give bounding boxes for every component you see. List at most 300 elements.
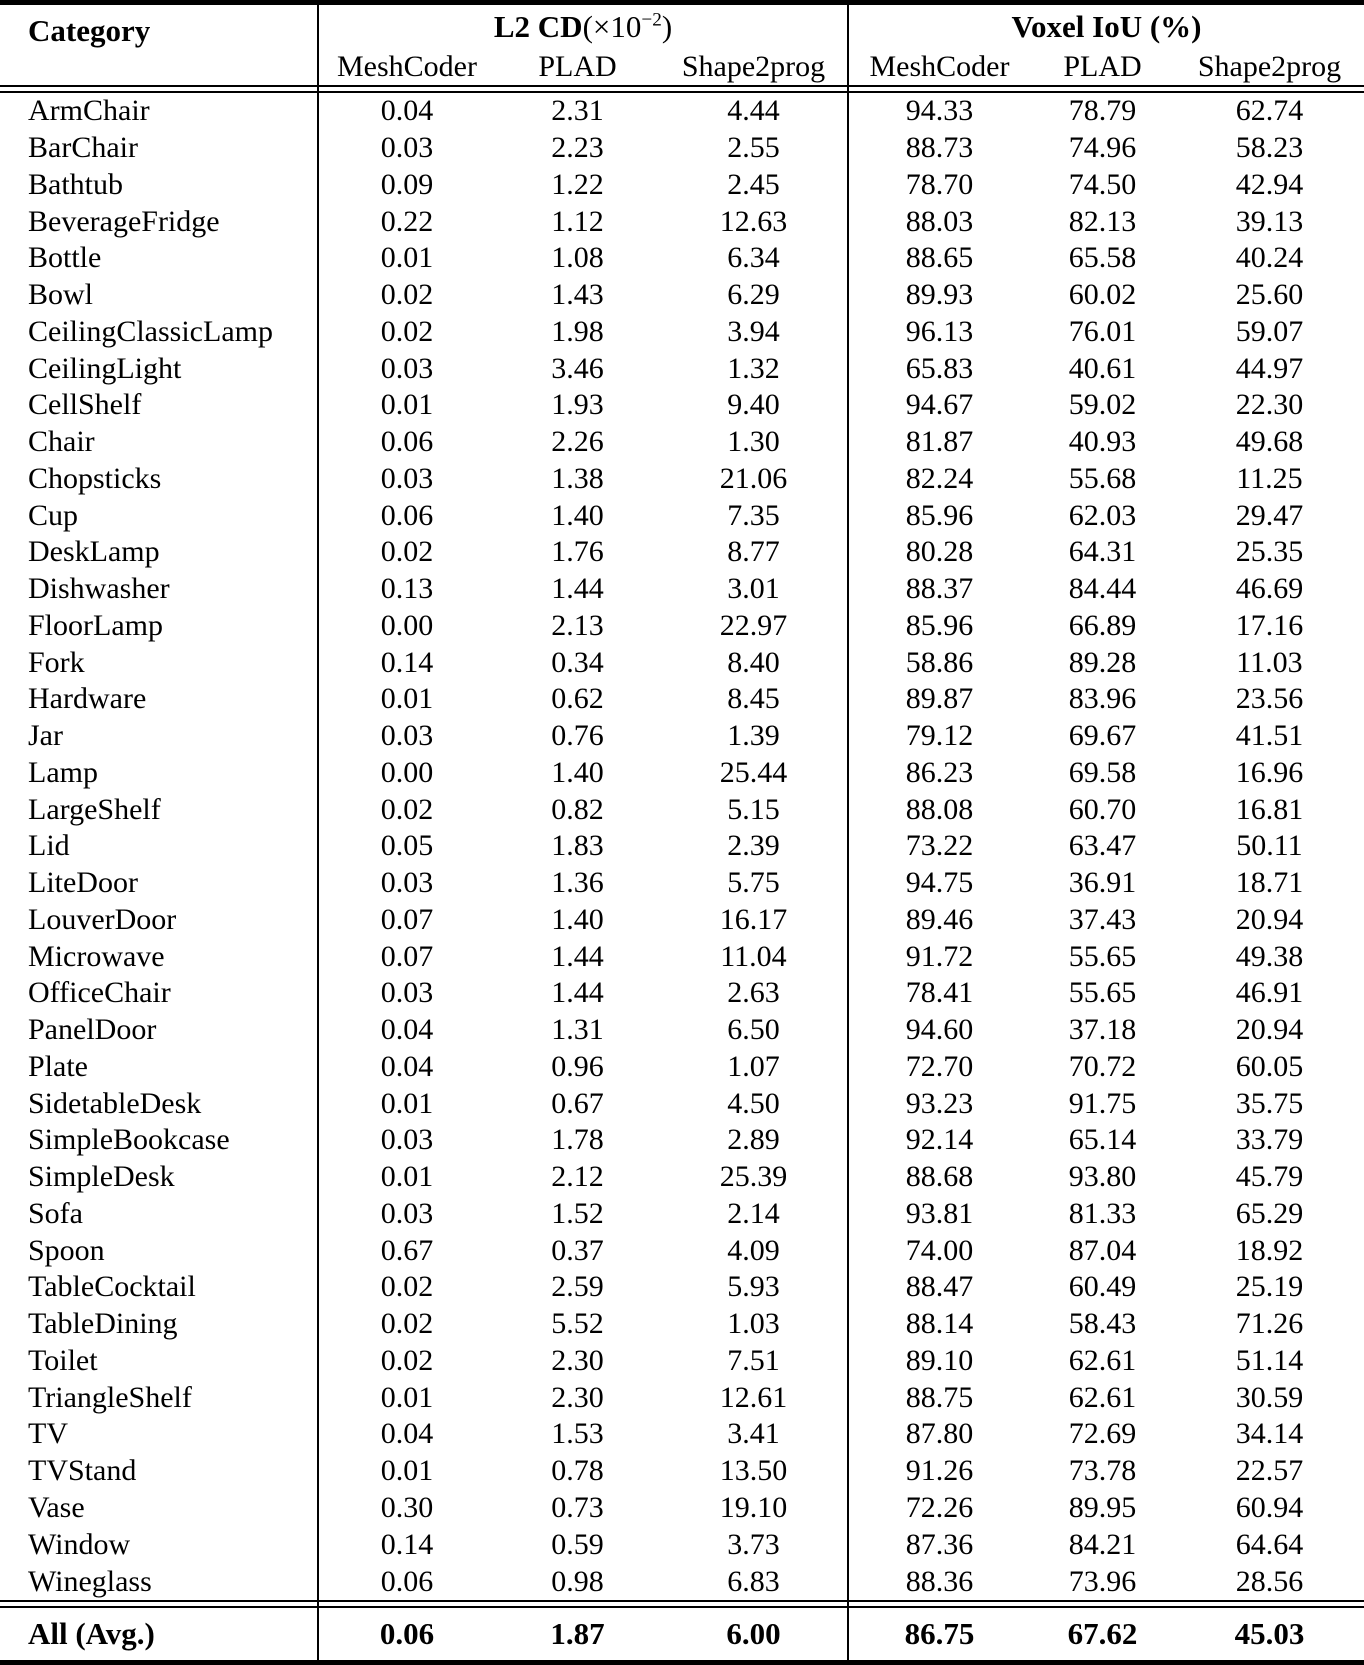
value-cell: 2.23 — [551, 131, 604, 165]
value-cell: 80.28 — [848, 534, 1030, 571]
value-cell: 41.51 — [1235, 719, 1304, 753]
value-cell: 34.14 — [1235, 1417, 1304, 1451]
category-cell: SimpleDesk — [28, 1160, 175, 1194]
value-cell: 55.68 — [1068, 461, 1137, 495]
value-cell: 0.01 — [318, 681, 495, 718]
category-cell: Lid — [28, 829, 70, 863]
value-cell: 3.41 — [727, 1417, 780, 1451]
value-cell: 70.72 — [1068, 1049, 1137, 1083]
column-group-l2cd — [318, 3, 848, 50]
table-row — [0, 240, 1364, 277]
category-cell: Dishwasher — [28, 572, 170, 606]
category-cell: SidetableDesk — [28, 1086, 202, 1120]
value-cell: 55.65 — [1068, 939, 1137, 973]
category-cell: Sofa — [28, 1196, 83, 1230]
value-cell: 88.08 — [848, 791, 1030, 828]
value-cell: 6.50 — [727, 1013, 780, 1047]
value-cell: 1.44 — [551, 976, 604, 1010]
value-cell: 89.93 — [848, 277, 1030, 314]
value-cell: 44.97 — [1235, 351, 1304, 385]
value-cell: 88.68 — [848, 1159, 1030, 1196]
value-cell: 94.33 — [848, 92, 1030, 130]
value-cell: 81.87 — [848, 424, 1030, 461]
category-cell: Lamp — [28, 755, 98, 789]
value-cell: 72.26 — [848, 1490, 1030, 1527]
value-cell: 25.39 — [719, 1160, 788, 1194]
table-row — [0, 277, 1364, 314]
category-cell: Spoon — [28, 1233, 105, 1267]
value-cell: 20.94 — [1235, 902, 1304, 936]
table-row — [0, 387, 1364, 424]
value-cell: 1.31 — [551, 1013, 604, 1047]
value-cell: 65.14 — [1068, 1123, 1137, 1157]
table-row — [0, 938, 1364, 975]
category-cell: Fork — [28, 645, 85, 679]
value-cell: 16.96 — [1235, 755, 1304, 789]
category-cell: ArmChair — [28, 94, 150, 128]
value-cell: 40.24 — [1235, 241, 1304, 275]
value-cell: 0.02 — [318, 1343, 495, 1380]
value-cell: 0.01 — [318, 1159, 495, 1196]
value-cell: 1.12 — [551, 204, 604, 238]
value-cell: 1.36 — [551, 866, 604, 900]
value-cell: 0.59 — [551, 1527, 604, 1561]
value-cell: 19.10 — [719, 1490, 788, 1524]
value-cell: 0.67 — [318, 1232, 495, 1269]
value-cell: 37.18 — [1068, 1013, 1137, 1047]
value-cell: 17.16 — [1235, 608, 1304, 642]
value-cell: 0.00 — [318, 755, 495, 792]
table-row — [0, 92, 1364, 130]
value-cell: 1.03 — [727, 1307, 780, 1341]
value-cell: 46.91 — [1235, 976, 1304, 1010]
table-row — [0, 350, 1364, 387]
table-row — [0, 1416, 1364, 1453]
table-row — [0, 1049, 1364, 1086]
category-cell: Toilet — [28, 1343, 98, 1377]
value-cell: 66.89 — [1068, 608, 1137, 642]
category-cell: Chair — [28, 425, 95, 459]
value-cell: 72.70 — [848, 1049, 1030, 1086]
value-cell: 60.02 — [1068, 278, 1137, 312]
value-cell: 93.81 — [848, 1196, 1030, 1233]
table-row — [0, 975, 1364, 1012]
table-row — [0, 1196, 1364, 1233]
average-row — [0, 1607, 1364, 1663]
value-cell: 0.22 — [318, 203, 495, 240]
value-cell: 59.02 — [1068, 388, 1137, 422]
value-cell: 2.45 — [727, 167, 780, 201]
value-cell: 4.09 — [727, 1233, 780, 1267]
value-cell: 76.01 — [1068, 314, 1137, 348]
value-cell: 72.69 — [1068, 1417, 1137, 1451]
value-cell: 2.31 — [551, 94, 604, 128]
value-cell: 0.07 — [318, 902, 495, 939]
value-cell: 1.32 — [727, 351, 780, 385]
value-cell: 0.76 — [551, 719, 604, 753]
value-cell: 88.36 — [848, 1563, 1030, 1601]
value-cell: 0.96 — [551, 1049, 604, 1083]
value-cell: 1.52 — [551, 1196, 604, 1230]
value-cell: 6.83 — [727, 1564, 780, 1598]
value-cell: 93.80 — [1068, 1160, 1137, 1194]
value-cell: 6.29 — [727, 278, 780, 312]
table-row — [0, 718, 1364, 755]
value-cell: 59.07 — [1235, 314, 1304, 348]
value-cell: 0.03 — [318, 865, 495, 902]
value-cell: 0.07 — [318, 938, 495, 975]
value-cell: 88.65 — [848, 240, 1030, 277]
value-cell: 69.67 — [1068, 719, 1137, 753]
value-cell: 36.91 — [1068, 866, 1137, 900]
value-cell: 8.40 — [727, 645, 780, 679]
value-cell: 0.30 — [318, 1490, 495, 1527]
value-cell: 55.65 — [1068, 976, 1137, 1010]
value-cell: 25.44 — [719, 755, 788, 789]
value-cell: 11.04 — [720, 939, 787, 973]
value-cell: 22.57 — [1235, 1454, 1304, 1488]
category-cell: Bowl — [28, 278, 94, 312]
value-cell: 46.69 — [1235, 572, 1304, 606]
value-cell: 0.02 — [318, 314, 495, 351]
value-cell: 94.67 — [848, 387, 1030, 424]
value-cell: 92.14 — [848, 1122, 1030, 1159]
value-cell: 0.73 — [551, 1490, 604, 1524]
value-cell: 0.03 — [318, 718, 495, 755]
value-cell: 20.94 — [1235, 1013, 1304, 1047]
value-cell: 0.98 — [551, 1564, 604, 1598]
value-cell: 0.03 — [318, 350, 495, 387]
value-cell: 1.93 — [551, 388, 604, 422]
value-cell: 0.34 — [551, 645, 604, 679]
value-cell: 51.14 — [1235, 1343, 1304, 1377]
category-cell: Plate — [28, 1049, 88, 1083]
value-cell: 65.58 — [1068, 241, 1137, 275]
value-cell: 3.46 — [551, 351, 604, 385]
value-cell: 21.06 — [719, 461, 788, 495]
value-cell: 1.44 — [551, 572, 604, 606]
value-cell: 84.44 — [1068, 572, 1137, 606]
value-cell: 78.70 — [848, 167, 1030, 204]
value-cell: 58.43 — [1068, 1307, 1137, 1341]
value-cell: 84.21 — [1068, 1527, 1137, 1561]
value-cell: 2.12 — [551, 1160, 604, 1194]
value-cell: 0.02 — [318, 1306, 495, 1343]
value-cell: 16.81 — [1235, 792, 1304, 826]
value-cell: 1.40 — [551, 498, 604, 532]
value-cell: 0.82 — [551, 792, 604, 826]
category-cell: CeilingLight — [28, 351, 182, 385]
value-cell: 0.62 — [551, 682, 604, 716]
subheader-iou-plad: PLAD — [1063, 50, 1142, 83]
value-cell: 2.63 — [727, 976, 780, 1010]
value-cell: 33.79 — [1235, 1123, 1304, 1157]
value-cell: 39.13 — [1235, 204, 1304, 238]
value-cell: 25.19 — [1235, 1270, 1304, 1304]
table-row — [0, 1379, 1364, 1416]
value-cell: 0.01 — [318, 240, 495, 277]
column-group-voxel-iou: Voxel IoU (%) — [848, 3, 1364, 50]
value-cell: 0.01 — [318, 1085, 495, 1122]
table-row — [0, 1526, 1364, 1563]
value-cell: 1.40 — [551, 902, 604, 936]
table-row — [0, 1159, 1364, 1196]
value-cell: 0.02 — [318, 1269, 495, 1306]
value-cell: 0.04 — [318, 1049, 495, 1086]
value-cell: 40.61 — [1068, 351, 1137, 385]
value-cell: 1.38 — [551, 461, 604, 495]
column-header-category: Category — [28, 13, 151, 48]
value-cell: 62.61 — [1068, 1380, 1137, 1414]
value-cell: 0.04 — [318, 1416, 495, 1453]
value-cell: 0.09 — [318, 167, 495, 204]
value-cell: 18.92 — [1235, 1233, 1304, 1267]
table-row — [0, 828, 1364, 865]
average-value-cell: 1.87 — [550, 1616, 605, 1651]
value-cell: 3.01 — [727, 572, 780, 606]
value-cell: 91.75 — [1068, 1086, 1137, 1120]
value-cell: 35.75 — [1235, 1086, 1304, 1120]
value-cell: 7.35 — [727, 498, 780, 532]
value-cell: 0.02 — [318, 534, 495, 571]
value-cell: 49.38 — [1235, 939, 1304, 973]
table-row — [0, 424, 1364, 461]
value-cell: 18.71 — [1235, 866, 1304, 900]
category-cell: Wineglass — [28, 1564, 152, 1598]
value-cell: 60.94 — [1235, 1490, 1304, 1524]
table-row — [0, 1490, 1364, 1527]
value-cell: 8.77 — [727, 535, 780, 569]
value-cell: 0.00 — [318, 608, 495, 645]
l2cd-title: L2 CD — [493, 9, 583, 44]
subheader-l2cd-plad: PLAD — [538, 50, 617, 83]
value-cell: 1.76 — [551, 535, 604, 569]
category-cell: PanelDoor — [28, 1013, 157, 1047]
value-cell: 88.47 — [848, 1269, 1030, 1306]
value-cell: 50.11 — [1236, 829, 1303, 863]
value-cell: 78.79 — [1068, 94, 1137, 128]
value-cell: 1.40 — [551, 755, 604, 789]
value-cell: 1.08 — [551, 241, 604, 275]
value-cell: 74.00 — [848, 1232, 1030, 1269]
value-cell: 2.89 — [727, 1123, 780, 1157]
value-cell: 0.06 — [318, 497, 495, 534]
value-cell: 83.96 — [1068, 682, 1137, 716]
subheader-iou-meshcoder: MeshCoder — [848, 49, 1030, 86]
table-row — [0, 865, 1364, 902]
value-cell: 5.15 — [727, 792, 780, 826]
category-cell: Bathtub — [28, 167, 123, 201]
table-row — [0, 644, 1364, 681]
value-cell: 87.80 — [848, 1416, 1030, 1453]
category-cell: Vase — [28, 1490, 85, 1524]
value-cell: 60.49 — [1068, 1270, 1137, 1304]
category-cell: TriangleShelf — [28, 1380, 192, 1414]
table-row — [0, 314, 1364, 351]
value-cell: 5.93 — [727, 1270, 780, 1304]
value-cell: 87.36 — [848, 1526, 1030, 1563]
value-cell: 3.73 — [727, 1527, 780, 1561]
value-cell: 42.94 — [1235, 167, 1304, 201]
value-cell: 7.51 — [727, 1343, 780, 1377]
value-cell: 0.01 — [318, 1379, 495, 1416]
value-cell: 1.39 — [727, 719, 780, 753]
value-cell: 1.44 — [551, 939, 604, 973]
category-cell: Hardware — [28, 682, 147, 716]
value-cell: 5.75 — [727, 866, 780, 900]
value-cell: 2.30 — [551, 1380, 604, 1414]
category-cell: BarChair — [28, 131, 138, 165]
value-cell: 28.56 — [1235, 1564, 1304, 1598]
value-cell: 60.70 — [1068, 792, 1137, 826]
value-cell: 65.83 — [848, 350, 1030, 387]
l2cd-exponent: −2 — [641, 9, 662, 31]
value-cell: 89.87 — [848, 681, 1030, 718]
value-cell: 9.40 — [727, 388, 780, 422]
table-row — [0, 1122, 1364, 1159]
category-cell: TV — [28, 1417, 68, 1451]
value-cell: 82.24 — [848, 461, 1030, 498]
category-cell: Jar — [28, 719, 63, 753]
value-cell: 88.75 — [848, 1379, 1030, 1416]
value-cell: 62.03 — [1068, 498, 1137, 532]
value-cell: 73.22 — [848, 828, 1030, 865]
value-cell: 58.86 — [848, 644, 1030, 681]
average-value-cell: 6.00 — [726, 1616, 781, 1651]
category-cell: FloorLamp — [28, 608, 163, 642]
category-cell: OfficeChair — [28, 976, 171, 1010]
value-cell: 5.52 — [551, 1307, 604, 1341]
value-cell: 89.10 — [848, 1343, 1030, 1380]
average-value-cell: 45.03 — [1234, 1616, 1305, 1651]
value-cell: 74.50 — [1068, 167, 1137, 201]
average-value-cell: 0.06 — [318, 1607, 495, 1663]
subheader-iou-shape2prog: Shape2prog — [1197, 50, 1342, 83]
value-cell: 37.43 — [1068, 902, 1137, 936]
value-cell: 13.50 — [719, 1454, 788, 1488]
value-cell: 74.96 — [1068, 131, 1137, 165]
value-cell: 0.03 — [318, 461, 495, 498]
value-cell: 62.61 — [1068, 1343, 1137, 1377]
value-cell: 1.83 — [551, 829, 604, 863]
category-cell: DeskLamp — [28, 535, 160, 569]
average-value-cell: 86.75 — [848, 1607, 1030, 1663]
header-group-row — [0, 3, 1364, 50]
value-cell: 64.64 — [1235, 1527, 1304, 1561]
value-cell: 2.13 — [551, 608, 604, 642]
category-cell: LouverDoor — [28, 902, 177, 936]
value-cell: 85.96 — [848, 497, 1030, 534]
value-cell: 94.60 — [848, 1012, 1030, 1049]
table-row — [0, 1453, 1364, 1490]
value-cell: 81.33 — [1068, 1196, 1137, 1230]
table-row — [0, 608, 1364, 645]
category-cell: BeverageFridge — [28, 204, 220, 238]
value-cell: 1.07 — [727, 1049, 780, 1083]
value-cell: 11.03 — [1236, 645, 1303, 679]
table-row — [0, 461, 1364, 498]
value-cell: 73.96 — [1068, 1564, 1137, 1598]
l2cd-title-open-paren: (×10 — [582, 9, 642, 44]
value-cell: 4.50 — [727, 1086, 780, 1120]
category-cell: TableDining — [28, 1307, 178, 1341]
value-cell: 89.28 — [1068, 645, 1137, 679]
value-cell: 1.98 — [551, 314, 604, 348]
value-cell: 0.67 — [551, 1086, 604, 1120]
category-cell: SimpleBookcase — [28, 1123, 230, 1157]
value-cell: 71.26 — [1235, 1307, 1304, 1341]
category-cell: Bottle — [28, 241, 102, 275]
value-cell: 1.30 — [727, 425, 780, 459]
table-row — [0, 1269, 1364, 1306]
value-cell: 82.13 — [1068, 204, 1137, 238]
value-cell: 60.05 — [1235, 1049, 1304, 1083]
value-cell: 29.47 — [1235, 498, 1304, 532]
value-cell: 2.14 — [727, 1196, 780, 1230]
category-cell: Cup — [28, 498, 79, 532]
value-cell: 23.56 — [1235, 682, 1304, 716]
value-cell: 12.61 — [719, 1380, 788, 1414]
value-cell: 93.23 — [848, 1085, 1030, 1122]
table-row — [0, 497, 1364, 534]
value-cell: 0.03 — [318, 1196, 495, 1233]
average-row-label: All (Avg.) — [28, 1616, 155, 1651]
value-cell: 40.93 — [1068, 425, 1137, 459]
value-cell: 8.45 — [727, 682, 780, 716]
table-row — [0, 203, 1364, 240]
value-cell: 2.30 — [551, 1343, 604, 1377]
table-row — [0, 130, 1364, 167]
value-cell: 89.95 — [1068, 1490, 1137, 1524]
table-body — [0, 92, 1364, 1601]
table-header — [0, 3, 1364, 93]
value-cell: 22.97 — [719, 608, 788, 642]
value-cell: 2.26 — [551, 425, 604, 459]
l2cd-title-close-paren: ) — [661, 9, 673, 44]
value-cell: 88.37 — [848, 571, 1030, 608]
value-cell: 2.59 — [551, 1270, 604, 1304]
value-cell: 49.68 — [1235, 425, 1304, 459]
table-row — [0, 571, 1364, 608]
value-cell: 0.01 — [318, 1453, 495, 1490]
category-cell: TVStand — [28, 1454, 137, 1488]
table-row — [0, 791, 1364, 828]
value-cell: 0.03 — [318, 130, 495, 167]
value-cell: 22.30 — [1235, 388, 1304, 422]
value-cell: 25.60 — [1235, 278, 1304, 312]
category-cell: TableCocktail — [28, 1270, 196, 1304]
value-cell: 63.47 — [1068, 829, 1137, 863]
category-cell: Chopsticks — [28, 461, 162, 495]
value-cell: 65.29 — [1235, 1196, 1304, 1230]
table-footer — [0, 1601, 1364, 1663]
value-cell: 88.03 — [848, 203, 1030, 240]
table-row — [0, 902, 1364, 939]
value-cell: 2.55 — [727, 131, 780, 165]
value-cell: 64.31 — [1068, 535, 1137, 569]
value-cell: 87.04 — [1068, 1233, 1137, 1267]
value-cell: 89.46 — [848, 902, 1030, 939]
value-cell: 0.03 — [318, 1122, 495, 1159]
table-row — [0, 1563, 1364, 1601]
value-cell: 30.59 — [1235, 1380, 1304, 1414]
value-cell: 0.01 — [318, 387, 495, 424]
value-cell: 0.06 — [318, 424, 495, 461]
value-cell: 62.74 — [1235, 94, 1304, 128]
value-cell: 88.14 — [848, 1306, 1030, 1343]
value-cell: 0.02 — [318, 277, 495, 314]
value-cell: 45.79 — [1235, 1160, 1304, 1194]
